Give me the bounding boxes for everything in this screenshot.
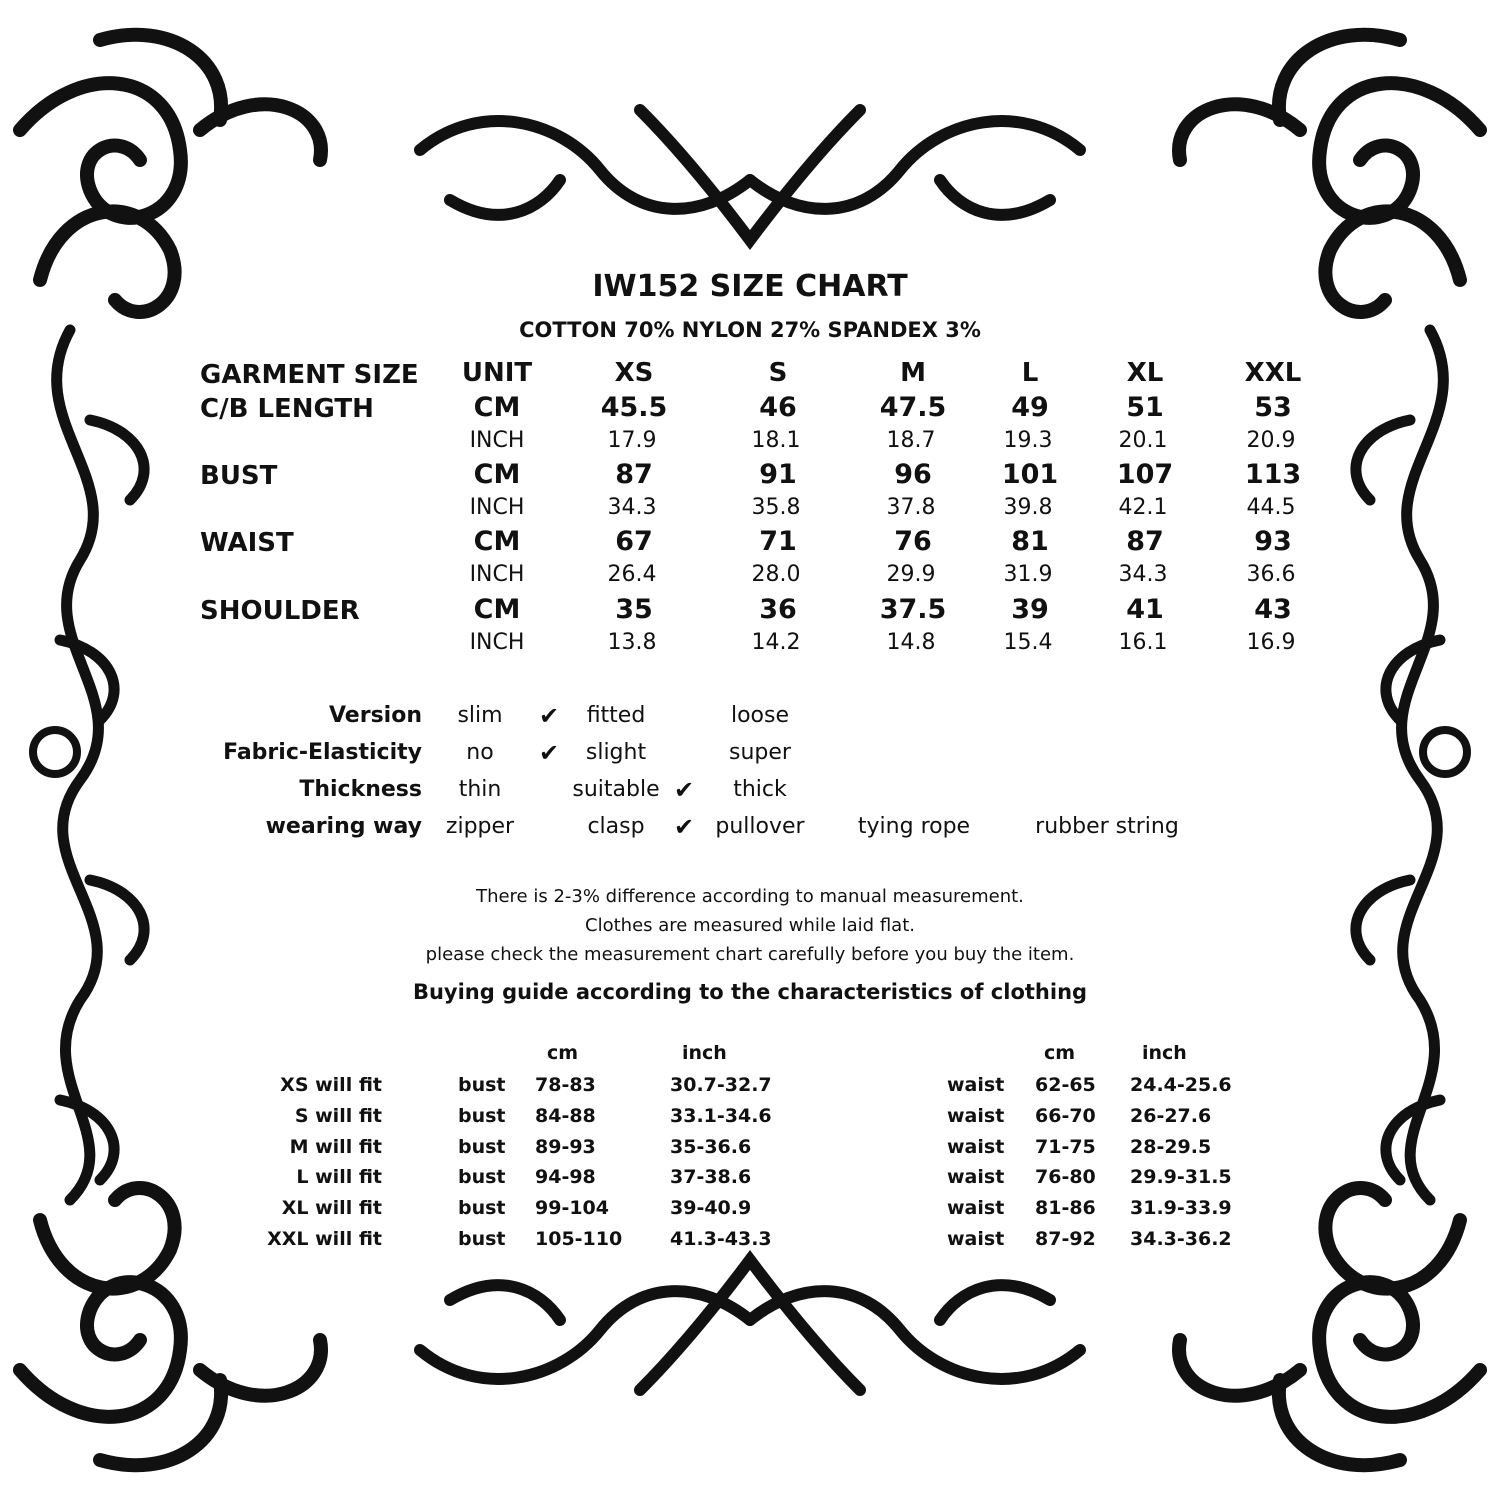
cell-inch: 16.9 — [1246, 630, 1296, 655]
cell-cm: 87 — [615, 459, 653, 490]
guide-col-cm: cm — [547, 1042, 579, 1064]
cell-cm: 41 — [1126, 594, 1164, 625]
guide-waist-cm: 62-65 — [1035, 1074, 1096, 1096]
measurement-label: C/B LENGTH — [200, 394, 374, 424]
unit-inch: INCH — [469, 428, 525, 453]
cell-inch: 17.9 — [607, 428, 657, 453]
guide-bust-word: bust — [458, 1228, 506, 1250]
note-line: please check the measurement chart carefully before you buy the item. — [425, 944, 1075, 965]
checkmark-icon: ✔ — [539, 702, 560, 730]
guide-bust-cm: 89-93 — [535, 1135, 596, 1158]
cell-cm: 87 — [1126, 526, 1164, 557]
cell-cm: 107 — [1116, 459, 1174, 490]
cell-cm: 47.5 — [879, 392, 947, 423]
attribute-option: clasp — [587, 814, 645, 839]
guide-size-label: XS will fit — [280, 1074, 382, 1096]
guide-col-inch: inch — [682, 1042, 727, 1064]
guide-bust-word: bust — [458, 1166, 506, 1189]
guide-bust-inch: 33.1-34.6 — [670, 1104, 772, 1127]
cell-cm: 76 — [894, 526, 932, 557]
guide-size-label: M will fit — [289, 1135, 382, 1158]
cell-inch: 20.1 — [1118, 428, 1168, 453]
guide-waist-inch: 34.3-36.2 — [1130, 1228, 1232, 1250]
cell-cm: 49 — [1011, 392, 1049, 423]
checkmark-icon: ✔ — [674, 776, 695, 804]
cell-cm: 101 — [1001, 459, 1059, 490]
guide-waist-cm: 71-75 — [1035, 1135, 1096, 1158]
guide-waist-inch: 28-29.5 — [1130, 1135, 1212, 1158]
guide-waist-inch: 26-27.6 — [1130, 1104, 1212, 1127]
guide-waist-word: waist — [947, 1197, 1005, 1220]
cell-inch: 14.8 — [886, 630, 936, 655]
cell-inch: 15.4 — [1003, 630, 1053, 655]
attribute-label: Thickness — [299, 777, 422, 802]
size-header-s: S — [768, 358, 788, 388]
guide-bust-inch: 30.7-32.7 — [670, 1074, 772, 1096]
unit-inch: INCH — [469, 495, 525, 520]
page-title: IW152 SIZE CHART — [592, 269, 908, 304]
right-rosette — [1423, 730, 1467, 774]
attribute-option: loose — [730, 703, 790, 728]
guide-bust-inch: 39-40.9 — [670, 1197, 752, 1220]
cell-cm: 113 — [1244, 459, 1302, 490]
guide-waist-cm: 76-80 — [1035, 1166, 1096, 1189]
guide-waist-cm: 81-86 — [1035, 1197, 1096, 1220]
guide-bust-inch: 41.3-43.3 — [670, 1228, 772, 1250]
cell-cm: 45.5 — [600, 392, 668, 423]
cell-inch: 34.3 — [607, 495, 657, 520]
cell-inch: 35.8 — [751, 495, 801, 520]
unit-cm: CM — [473, 526, 521, 557]
cell-cm: 67 — [615, 526, 653, 557]
guide-waist-word: waist — [947, 1104, 1005, 1127]
cell-cm: 51 — [1126, 392, 1164, 423]
corner-ornament-top-left — [20, 35, 321, 312]
left-rosette — [33, 730, 77, 774]
attribute-option: slight — [585, 740, 647, 765]
attribute-option: super — [729, 740, 791, 765]
attribute-label: Version — [328, 703, 422, 728]
guide-waist-word: waist — [947, 1074, 1005, 1096]
note-line: Clothes are measured while laid flat. — [585, 915, 915, 936]
guide-size-label: XXL will fit — [267, 1228, 382, 1250]
size-header-xl: XL — [1126, 358, 1164, 388]
cell-cm: 81 — [1011, 526, 1049, 557]
fabric-composition: COTTON 70% NYLON 27% SPANDEX 3% — [519, 318, 981, 342]
guide-col-cm: cm — [1044, 1042, 1076, 1064]
cell-inch: 31.9 — [1003, 562, 1053, 587]
unit-inch: INCH — [469, 630, 525, 655]
cell-inch: 26.4 — [607, 562, 657, 587]
cell-cm: 39 — [1011, 594, 1049, 625]
cell-cm: 43 — [1254, 594, 1292, 625]
attribute-option: pullover — [715, 814, 805, 839]
attribute-label: Fabric-Elasticity — [223, 740, 422, 765]
attribute-option: tying rope — [857, 814, 971, 839]
size-header-xxl: XXL — [1244, 358, 1302, 388]
guide-waist-inch: 31.9-33.9 — [1130, 1197, 1232, 1220]
header-garment-size: GARMENT SIZE — [200, 360, 419, 390]
guide-bust-word: bust — [458, 1074, 506, 1096]
guide-bust-inch: 35-36.6 — [670, 1135, 752, 1158]
guide-bust-cm: 84-88 — [535, 1104, 596, 1127]
size-header-l: L — [1021, 358, 1039, 388]
unit-cm: CM — [473, 459, 521, 490]
attribute-option: no — [466, 740, 494, 765]
guide-bust-cm: 99-104 — [535, 1197, 609, 1220]
buying-guide-title: Buying guide according to the characteristics of clothing — [412, 980, 1088, 1004]
measurement-label: BUST — [200, 461, 278, 491]
cell-inch: 19.3 — [1003, 428, 1053, 453]
cell-cm: 53 — [1254, 392, 1292, 423]
guide-waist-word: waist — [947, 1135, 1005, 1158]
guide-size-label: S will fit — [294, 1104, 382, 1127]
guide-bust-cm: 78-83 — [535, 1074, 596, 1096]
guide-size-label: L will fit — [296, 1166, 382, 1189]
guide-bust-inch: 37-38.6 — [670, 1166, 752, 1189]
size-header-m: M — [900, 358, 926, 388]
cell-cm: 71 — [759, 526, 797, 557]
attribute-option: suitable — [572, 777, 660, 802]
corner-ornament-top-right — [1179, 35, 1480, 312]
guide-size-label: XL will fit — [281, 1197, 382, 1220]
cell-inch: 44.5 — [1246, 495, 1296, 520]
guide-waist-word: waist — [947, 1228, 1005, 1250]
guide-waist-inch: 24.4-25.6 — [1130, 1074, 1232, 1096]
cell-cm: 36 — [759, 594, 797, 625]
attribute-option: rubber string — [1035, 814, 1179, 839]
unit-inch: INCH — [469, 562, 525, 587]
checkmark-icon: ✔ — [674, 813, 695, 841]
cell-inch: 14.2 — [751, 630, 801, 655]
cell-cm: 35 — [615, 594, 653, 625]
header-unit: UNIT — [461, 358, 533, 388]
guide-waist-word: waist — [947, 1166, 1005, 1189]
cell-inch: 39.8 — [1003, 495, 1053, 520]
cell-inch: 36.6 — [1246, 562, 1296, 587]
unit-cm: CM — [473, 594, 521, 625]
attribute-option: thick — [733, 777, 787, 802]
attribute-option: thin — [458, 777, 502, 802]
top-center-ornament — [420, 110, 1080, 240]
cell-cm: 91 — [759, 459, 797, 490]
cell-inch: 18.7 — [886, 428, 936, 453]
cell-inch: 37.8 — [886, 495, 936, 520]
cell-inch: 16.1 — [1118, 630, 1168, 655]
guide-waist-cm: 87-92 — [1035, 1228, 1096, 1250]
checkmark-icon: ✔ — [539, 739, 560, 767]
guide-bust-cm: 94-98 — [535, 1166, 596, 1189]
cell-cm: 93 — [1254, 526, 1292, 557]
cell-inch: 29.9 — [886, 562, 936, 587]
bottom-center-ornament — [420, 1260, 1080, 1390]
cell-cm: 96 — [894, 459, 932, 490]
cell-inch: 18.1 — [751, 428, 801, 453]
cell-inch: 42.1 — [1118, 495, 1168, 520]
attribute-option: fitted — [586, 703, 646, 728]
guide-col-inch: inch — [1142, 1042, 1187, 1064]
cell-inch: 20.9 — [1246, 428, 1296, 453]
measurement-label: WAIST — [200, 528, 294, 558]
note-line: There is 2-3% difference according to manual measurement. — [476, 886, 1024, 907]
guide-bust-word: bust — [458, 1104, 506, 1127]
cell-cm: 46 — [759, 392, 797, 423]
measurement-label: SHOULDER — [200, 596, 360, 626]
guide-waist-inch: 29.9-31.5 — [1130, 1166, 1232, 1189]
size-header-xs: XS — [614, 358, 654, 388]
guide-bust-word: bust — [458, 1135, 506, 1158]
guide-bust-word: bust — [458, 1197, 506, 1220]
attribute-option: zipper — [445, 814, 515, 839]
attribute-option: slim — [457, 703, 503, 728]
guide-waist-cm: 66-70 — [1035, 1104, 1096, 1127]
attribute-label: wearing way — [265, 814, 422, 839]
cell-inch: 13.8 — [607, 630, 657, 655]
guide-bust-cm: 105-110 — [535, 1228, 623, 1250]
cell-cm: 37.5 — [879, 594, 947, 625]
cell-inch: 28.0 — [751, 562, 801, 587]
unit-cm: CM — [473, 392, 521, 423]
cell-inch: 34.3 — [1118, 562, 1168, 587]
